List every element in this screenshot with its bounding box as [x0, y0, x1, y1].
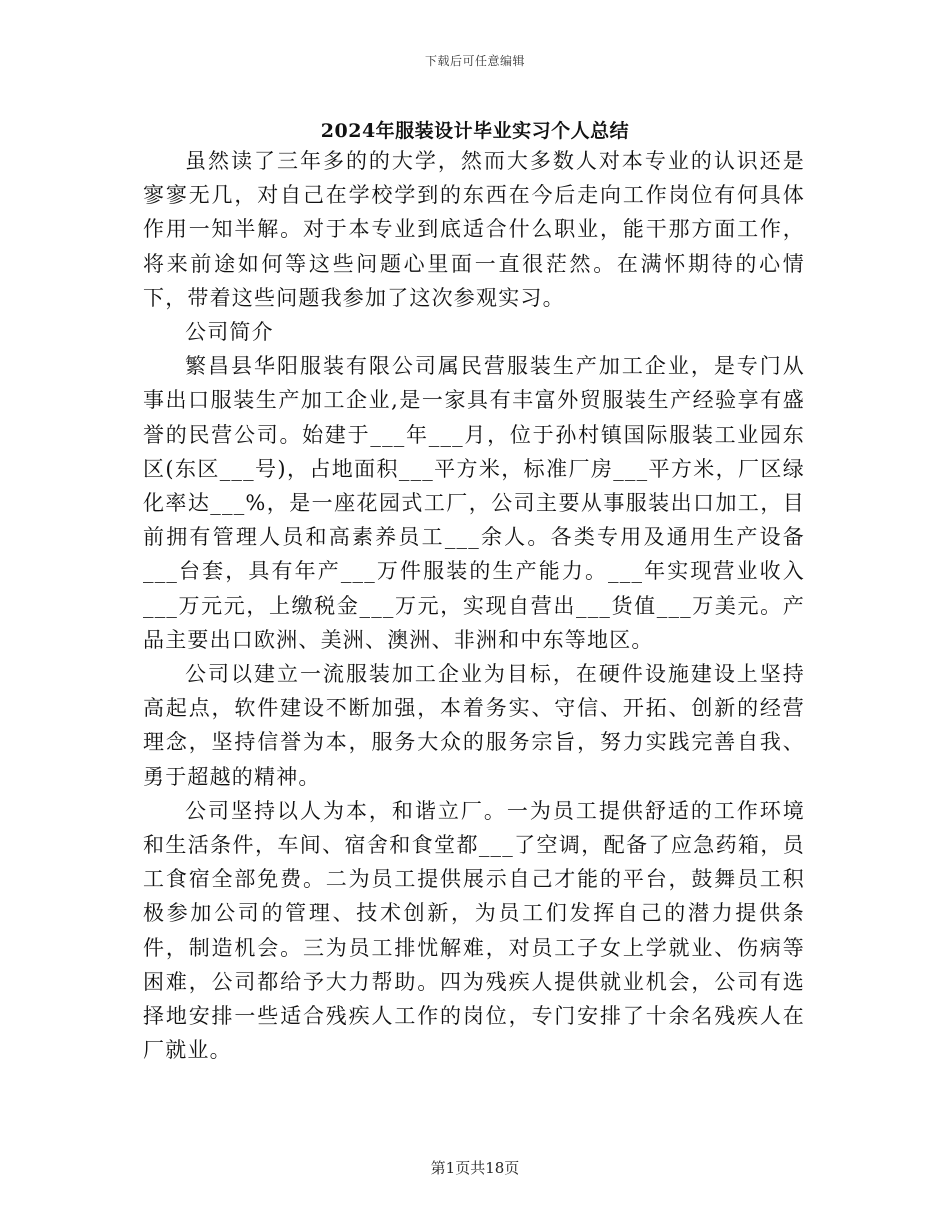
- page-number: 第1页共18页: [430, 1159, 520, 1177]
- section-heading-company-profile: 公司简介: [185, 320, 274, 345]
- paragraph-company-overview: 繁昌县华阳服装有限公司属民营服装生产加工企业，是专门从事出口服装生产加工企业,是一家具有丰富外贸服装生产经验享有盛誉的民营公司。始建于___年___月，位于孙村镇国际服装工业园东区(东区___号)，占地面积___平方米，标准厂房___平方米，厂区绿化率达___%，是一座花园式工厂，公司主要从事服装出口加工，目前拥有管理人员和高素养员工___余人。各类专用及通用生产设备___台套，具有年产___万件服装的生产能力。___年实现营业收入___万元元，上缴税金___万元，实现自营出___货值___万美元。产品主要出口欧洲、美洲、澳洲、非洲和中东等地区。: [143, 354, 805, 652]
- document-title: 2024年服装设计毕业实习个人总结: [320, 120, 630, 142]
- paragraph-intro: 虽然读了三年多的的大学，然而大多数人对本专业的认识还是寥寥无几，对自己在学校学到的东西在今后走向工作岗位有何具体作用一知半解。对于本专业到底适合什么职业，能干那方面工作，将来前途如何等这些问题心里面一直很茫然。在满怀期待的心情下，带着这些问题我参加了这次参观实习。: [143, 149, 805, 310]
- paragraph-employee-care: 公司坚持以人为本，和谐立厂。一为员工提供舒适的工作环境和生活条件，车间、宿舍和食堂都___了空调，配备了应急药箱，员工食宿全部免费。二为员工提供展示自己才能的平台，鼓舞员工积极参加公司的管理、技术创新，为员工们发挥自己的潜力提供条件，制造机会。三为员工排忧解难，对员工子女上学就业、伤病等困难，公司都给予大力帮助。四为残疾人提供就业机会，公司有选择地安排一些适合残疾人工作的岗位，专门安排了十余名残疾人在厂就业。: [143, 798, 805, 1063]
- paragraph-company-goals: 公司以建立一流服装加工企业为目标，在硬件设施建设上坚持高起点，软件建设不断加强，本着务实、守信、开拓、创新的经营理念，坚持信誉为本，服务大众的服务宗旨，努力实践完善自我、勇于超越的精神。: [143, 662, 805, 789]
- document-body: [143, 144, 805, 1067]
- header-note: 下载后可任意编辑: [424, 54, 525, 68]
